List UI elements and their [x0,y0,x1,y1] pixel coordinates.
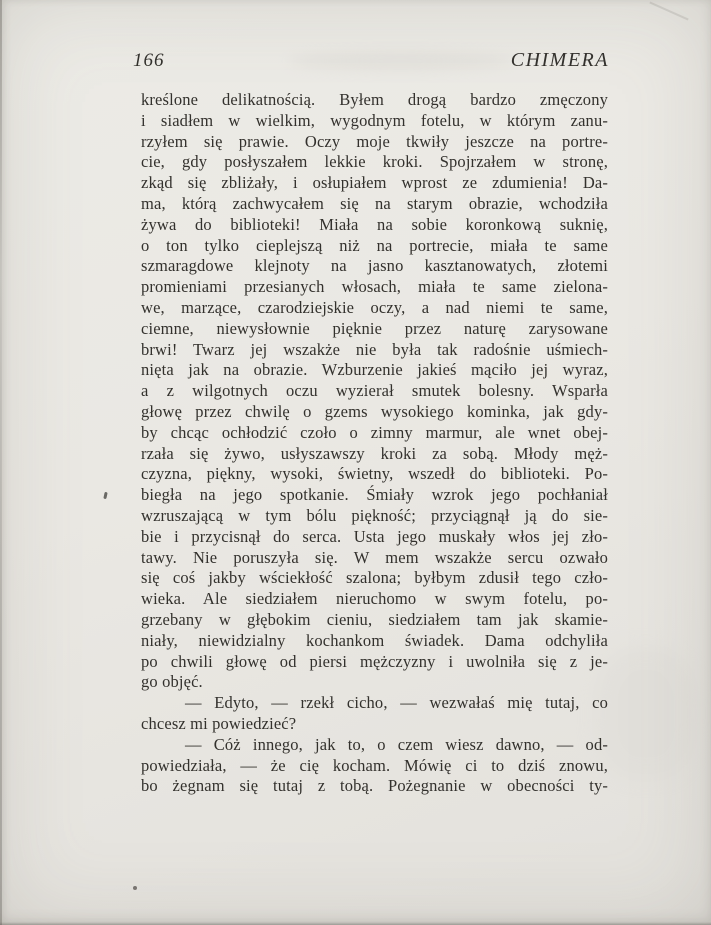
text-line: by chcąc ochłodzić czoło o zimny marmur, ale wnet obej- [141,422,608,442]
text-line: — Cóż innego, jak to, o czem wiesz dawno, — od- [185,734,608,754]
text-line: kreślone delikatnością. Byłem drogą bardzo zmęczony [141,90,608,109]
text-line: po chwili głowę od piersi mężczyzny i uwolniła się z je- [141,651,608,671]
text-line: — Edyto, — rzekł cicho, — wezwałaś mię tutaj, co [185,693,608,713]
text-line: bie i przycisnął do serca. Usta jego muskały włos jej zło- [141,526,608,546]
ink-speck [133,886,137,890]
text-line: zkąd się zbliżały, i osłupiałem wprost ze zdumienia! Da- [141,173,608,193]
body-text [141,90,608,797]
text-line: głowę przez chwilę o gzems wysokiego kominka, jak gdy- [141,401,608,421]
text-line: bo żegnam się tutaj z tobą. Pożegnanie w obecności ty- [141,776,608,796]
text-line: a z wilgotnych oczu wyzierał smutek bolesny. Wsparła [141,381,608,401]
margin-mark [103,492,107,499]
text-line: nięta jak na obrazie. Wzburzenie jakieś mąciło jej wyraz, [141,360,608,380]
text-line: we, marzące, czarodziejskie oczy, a nad niemi te same, [141,297,608,317]
text-line: ciemne, niewysłownie pięknie przez naturę zarysowane [141,318,608,338]
scan-edge [0,0,2,925]
page-number: 166 [133,50,165,71]
text-line: promieniami przesianych włosach, miała te same zielona- [141,277,608,297]
text-line: wzruszającą w tym bólu piękność; przyciągnął ją do sie- [141,505,608,525]
text-line: się coś jakby wściekłość szalona; byłbym zdusił tego czło- [141,568,608,588]
text-line: ma, którą zachwycałem się na starym obrazie, wchodziła [141,193,608,213]
text-line: biegła na jego spotkanie. Śmiały wzrok jego pochłaniał [141,485,608,505]
text-line: rzyłem się prawie. Oczy moje tkwiły jeszcze na portre- [141,131,608,151]
text-line: czyzna, piękny, wysoki, świetny, wszedł do biblioteki. Po- [141,464,608,484]
text-line: żywa do biblioteki! Miała na sobie koronkową suknię, [141,214,608,234]
text-line: o ton tylko cieplejszą niż na portrecie, miała te same [141,235,608,255]
text-line: rzała się żywo, usłyszawszy kroki za sobą. Młody męż- [141,443,608,463]
showthrough-smudge [596,648,696,778]
running-header [133,49,609,72]
journal-title: CHIMERA [510,49,609,71]
text-line: tawy. Nie poruszyła się. W mem wszakże sercu ozwało [141,547,608,567]
text-line: szmaragdowe klejnoty na jasno kasztanowatych, złotemi [141,256,608,276]
text-line: brwi! Twarz jej wszakże nie była tak radośnie uśmiech- [141,339,608,359]
text-line: go objęć. [141,672,203,692]
scan-scratch [649,2,688,21]
text-line: grzebany w głębokim cieniu, siedziałem tam jak skamie- [141,609,608,629]
text-line: powiedziała, — że cię kocham. Mówię ci to dziś znowu, [141,755,608,775]
text-line: cie, gdy posłyszałem lekkie kroki. Spojrzałem w stronę, [141,152,608,172]
text-line: chcesz mi powiedzieć? [141,713,297,733]
text-line: wieka. Ale siedziałem nieruchomo w swym fotelu, po- [141,589,608,609]
text-line: niały, niewidzialny kochankom świadek. Dama odchyliła [141,630,608,650]
text-line: i siadłem w wielkim, wygodnym fotelu, w którym zanu- [141,110,608,130]
